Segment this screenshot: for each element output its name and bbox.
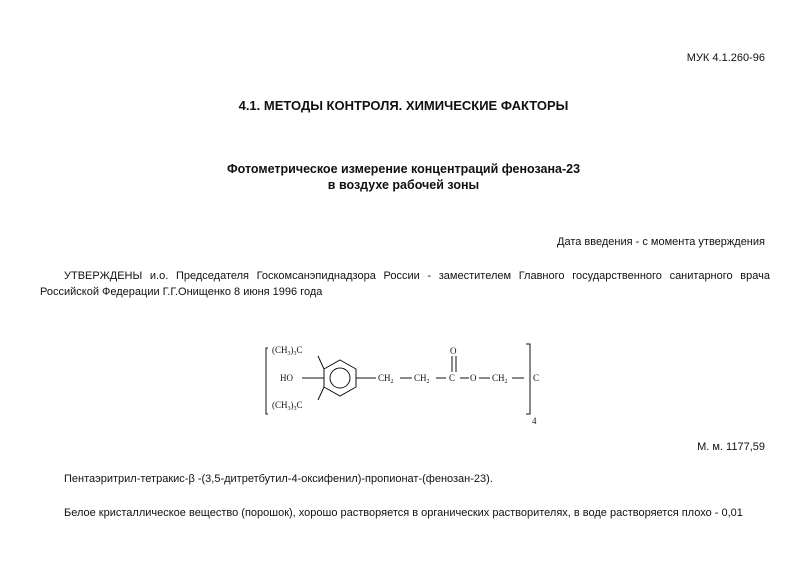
formula-o-mid: O (470, 373, 477, 383)
formula-top-group: $(CH_3)_3C$ (272, 345, 303, 357)
document-code: МУК 4.1.260-96 (686, 52, 765, 64)
aromatic-circle (330, 368, 350, 388)
chemical-name: Пентаэритрил-тетракис-β -(3,5-дитретбутил-4-оксифенил)-пропионат-(фенозан-23). (64, 473, 493, 485)
structural-formula (260, 338, 550, 430)
document-title (0, 161, 807, 193)
formula-center-c: C (533, 373, 540, 383)
approval-text: и.о. Председателя Госкомсанэпиднадзора России - заместителем Главного государственного санитарного врача Российской Федерации Г.Г.Онищенко 8 июня 1996 года (40, 270, 770, 298)
formula-ch2-2: $CH_2$ (414, 373, 430, 385)
formula-ch2-1: $CH_2$ (378, 373, 394, 385)
formula-subscript: 4 (532, 416, 537, 426)
benzene-ring (324, 360, 356, 396)
formula-bottom-group: $(CH_3)_3C$ (272, 400, 303, 412)
description-paragraph: Белое кристаллическое вещество (порошок), хорошо растворяется в органических растворителях, в воде растворяется плохо - 0,01 (64, 507, 743, 519)
document-title-line-1: Фотометрическое измерение концентраций фенозана-23 (226, 162, 581, 176)
bond-bottom-group (318, 387, 324, 400)
document-title-line-2: в воздухе рабочей зоны (327, 178, 480, 192)
molar-mass: М. м. 1177,59 (697, 441, 765, 453)
introduction-date: Дата введения - с момента утверждения (557, 236, 765, 248)
formula-c: C (449, 373, 456, 383)
approval-lead: УТВЕРЖДЕНЫ (64, 270, 143, 282)
bond-top-group (318, 356, 324, 369)
left-bracket (266, 348, 268, 414)
section-title: 4.1. МЕТОДЫ КОНТРОЛЯ. ХИМИЧЕСКИЕ ФАКТОРЫ (238, 98, 569, 113)
approval-paragraph (40, 268, 770, 300)
formula-ch2-3: $CH_2$ (492, 373, 508, 385)
formula-ho: HO (280, 373, 293, 383)
formula-o-top: O (450, 346, 457, 356)
right-bracket (526, 344, 530, 414)
